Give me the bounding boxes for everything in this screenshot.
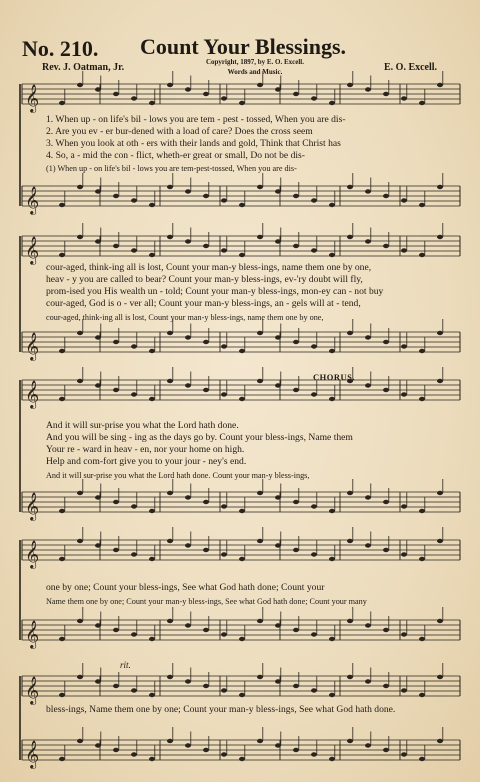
note-head [167,185,173,189]
note-head [113,500,119,504]
note-head [329,509,335,513]
note-head [131,504,137,508]
note-head [167,619,173,623]
note-head [203,92,209,96]
note-head [419,101,425,105]
note-head [383,684,389,688]
note-head [149,637,155,641]
note-head [311,392,317,396]
note-head [239,509,245,513]
note-head [77,619,83,623]
note-head [113,628,119,632]
note-head [185,239,191,243]
note-head [149,557,155,561]
note-head [239,349,245,353]
note-head [203,244,209,248]
note-head [95,335,101,339]
note-head [257,331,263,335]
note-head [347,739,353,743]
note-head [401,504,407,508]
note-head [365,335,371,339]
note-head [167,331,173,335]
lyric-verse-2: And you will be sing - ing as the days go by. Count your bless-ings, Name them [46,432,353,443]
note-head [311,632,317,636]
note-head [275,679,281,683]
note-head [203,628,209,632]
lyric-verse-1: And it will sur-prise you what the Lord hath done. [46,420,239,431]
note-head [383,244,389,248]
note-head [275,543,281,547]
note-head [185,87,191,91]
note-head [401,632,407,636]
note-head [59,101,65,105]
note-head [257,539,263,543]
note-head [347,619,353,623]
note-head [257,185,263,189]
note-head [59,757,65,761]
note-head [185,335,191,339]
lyric-verse-4: Help and com-fort give you to your jour - ney's end. [46,456,247,467]
note-head [383,340,389,344]
note-head [311,198,317,202]
note-head [221,752,227,756]
note-head [293,92,299,96]
note-head [419,637,425,641]
note-head [311,752,317,756]
note-head [437,491,443,495]
note-head [329,693,335,697]
note-head [401,752,407,756]
clef-icon: 𝄞 [25,620,40,648]
note-head [95,189,101,193]
lyric-verse-1: cour-aged, think-ing all is lost, Count your man-y bless-ings, name them one by one, [46,262,372,273]
note-head [59,203,65,207]
note-head [149,253,155,257]
note-head [77,185,83,189]
note-head [257,619,263,623]
note-head [113,388,119,392]
note-head [149,349,155,353]
lyric-bass-3: And it will sur-prise you what the Lord hath done. Count your man-y bless-ings, [46,471,310,480]
clef-icon: 𝄞 [25,380,40,408]
lyric-bass-4: Name them one by one; Count your man-y bless-ings, See what God hath done; Count your many [46,597,367,606]
note-head [293,628,299,632]
note-head [347,235,353,239]
note-head [275,495,281,499]
lyric-bass-2: cour-aged, think-ing all is lost, Count your man-y bless-ings, name them one by one, [46,313,324,322]
note-head [221,504,227,508]
note-head [59,557,65,561]
clef-icon: 𝄞 [25,540,40,568]
note-head [131,96,137,100]
note-head [185,743,191,747]
note-head [203,194,209,198]
lyric-verse-2: 2. Are you ev - er bur-dened with a load of care? Does the cross seem [46,126,313,137]
note-head [59,509,65,513]
note-head [293,500,299,504]
note-head [275,335,281,339]
lyric-final-line: bless-ings, Name them one by one; Count your man-y bless-ings, See what God hath done. [46,704,396,715]
note-head [257,491,263,495]
note-head [203,500,209,504]
note-head [419,693,425,697]
note-head [419,757,425,761]
note-head [437,675,443,679]
note-head [419,397,425,401]
note-head [239,253,245,257]
note-head [131,552,137,556]
note-head [185,543,191,547]
note-head [311,504,317,508]
note-head [257,739,263,743]
note-head [59,349,65,353]
note-head [131,632,137,636]
lyric-verse-4: 4. So, a - mid the con - flict, wheth-er great or small, Do not be dis- [46,150,305,161]
author-credit: Rev. J. Oatman, Jr. [42,62,125,73]
note-head [203,684,209,688]
note-head [311,552,317,556]
ritardando-mark: rit. [120,660,131,670]
note-head [95,623,101,627]
note-head [167,539,173,543]
lyric-bass-1: (1) When up - on life's bil - lows you are tem-pest-tossed, When you are dis- [46,164,297,173]
note-head [221,344,227,348]
note-head [347,675,353,679]
note-head [329,397,335,401]
note-head [239,557,245,561]
note-head [437,739,443,743]
note-head [95,495,101,499]
note-head [221,96,227,100]
note-head [95,87,101,91]
note-head [131,392,137,396]
note-head [329,101,335,105]
note-head [437,235,443,239]
note-head [167,83,173,87]
note-head [329,557,335,561]
note-head [77,235,83,239]
note-head [275,623,281,627]
note-head [347,185,353,189]
clef-icon: 𝄞 [25,236,40,264]
note-head [221,632,227,636]
note-head [437,619,443,623]
note-head [419,509,425,513]
note-head [437,185,443,189]
note-head [131,248,137,252]
note-head [419,349,425,353]
note-head [113,684,119,688]
note-head [77,331,83,335]
note-head [365,189,371,193]
note-head [365,623,371,627]
note-head [221,552,227,556]
note-head [347,539,353,543]
note-head [203,340,209,344]
note-head [401,552,407,556]
note-head [383,628,389,632]
note-head [383,388,389,392]
note-head [365,239,371,243]
note-head [383,748,389,752]
note-head [293,748,299,752]
note-head [437,379,443,383]
note-head [167,675,173,679]
note-head [59,253,65,257]
note-head [221,392,227,396]
note-head [239,757,245,761]
note-head [329,253,335,257]
lyric-verse-4: cour-aged, God is o - ver all; Count your man-y bless-ings, an - gels will at - tend, [46,298,361,309]
note-head [365,495,371,499]
note-head [185,383,191,387]
note-head [275,383,281,387]
note-head [401,688,407,692]
note-head [275,239,281,243]
note-head [401,96,407,100]
note-head [185,623,191,627]
lyric-verse-1: 1. When up - on life's bil - lows you are tem - pest - tossed, When you are dis- [46,114,346,125]
note-head [365,743,371,747]
note-head [77,739,83,743]
copyright-line: Copyright, 1897, by E. O. Excell. [205,58,304,66]
note-head [149,101,155,105]
note-head [59,397,65,401]
note-head [95,743,101,747]
note-head [239,101,245,105]
note-head [59,637,65,641]
note-head [77,83,83,87]
words-music-line: Words and Music. [227,68,283,76]
note-head [59,693,65,697]
note-head [113,340,119,344]
note-head [149,509,155,513]
note-head [293,244,299,248]
note-head [239,693,245,697]
note-head [95,383,101,387]
note-head [239,203,245,207]
composer-credit: E. O. Excell. [384,62,438,73]
note-head [185,679,191,683]
note-head [347,491,353,495]
lyric-verse-3: 3. When you look at oth - ers with their lands and gold, Think that Christ has [46,138,341,149]
note-head [311,96,317,100]
note-head [167,379,173,383]
note-head [383,500,389,504]
note-head [329,757,335,761]
note-head [185,189,191,193]
note-head [221,248,227,252]
note-head [185,495,191,499]
note-head [203,548,209,552]
note-head [437,539,443,543]
hymn-number: No. 210. [22,36,99,61]
note-head [383,194,389,198]
note-head [95,543,101,547]
note-head [113,748,119,752]
note-head [329,349,335,353]
note-head [113,194,119,198]
note-head [383,548,389,552]
note-head [203,388,209,392]
note-head [113,244,119,248]
note-head [347,331,353,335]
note-head [221,198,227,202]
note-head [131,688,137,692]
note-head [293,194,299,198]
note-head [167,235,173,239]
note-head [365,543,371,547]
note-head [329,637,335,641]
hymn-title: Count Your Blessings. [140,34,347,59]
note-head [437,331,443,335]
note-head [77,675,83,679]
clef-icon: 𝄞 [25,492,40,520]
note-head [257,379,263,383]
note-head [311,688,317,692]
note-head [419,557,425,561]
note-head [77,491,83,495]
note-head [113,92,119,96]
note-head [113,548,119,552]
note-head [239,637,245,641]
note-head [131,752,137,756]
note-head [149,757,155,761]
note-head [275,87,281,91]
note-head [257,675,263,679]
note-head [77,539,83,543]
note-head [437,83,443,87]
clef-icon: 𝄞 [25,186,40,214]
note-head [293,684,299,688]
note-head [293,340,299,344]
lyric-verse-3: prom-ised you His wealth un - told; Count your man-y bless-ings, mon-ey can - not buy [46,286,384,297]
note-head [167,739,173,743]
note-head [149,397,155,401]
note-head [419,253,425,257]
note-head [257,83,263,87]
note-head [293,388,299,392]
note-head [311,344,317,348]
clef-icon: 𝄞 [25,676,40,704]
note-head [131,198,137,202]
chorus-label: CHORUS. [313,372,355,382]
note-head [401,344,407,348]
note-head [365,679,371,683]
note-head [239,397,245,401]
note-head [293,548,299,552]
clef-icon: 𝄞 [25,740,40,768]
note-head [311,248,317,252]
clef-icon: 𝄞 [25,84,40,112]
note-head [77,379,83,383]
lyric-chorus-line: one by one; Count your bless-ings, See what God hath done; Count your [46,582,325,593]
note-head [365,383,371,387]
note-head [95,239,101,243]
note-head [95,679,101,683]
note-head [275,743,281,747]
note-head [203,748,209,752]
note-head [401,248,407,252]
lyric-verse-3: Your re - ward in heav - en, nor your home on high. [46,444,245,455]
note-head [149,693,155,697]
note-head [167,491,173,495]
note-head [131,344,137,348]
note-head [401,198,407,202]
note-head [149,203,155,207]
note-head [329,203,335,207]
note-head [401,392,407,396]
note-head [221,688,227,692]
note-head [365,87,371,91]
note-head [383,92,389,96]
clef-icon: 𝄞 [25,332,40,360]
lyric-verse-2: heav - y you are called to bear? Count your man-y bless-ings, ev-'ry doubt will fly, [46,274,363,285]
note-head [419,203,425,207]
note-head [275,189,281,193]
note-head [257,235,263,239]
note-head [347,83,353,87]
